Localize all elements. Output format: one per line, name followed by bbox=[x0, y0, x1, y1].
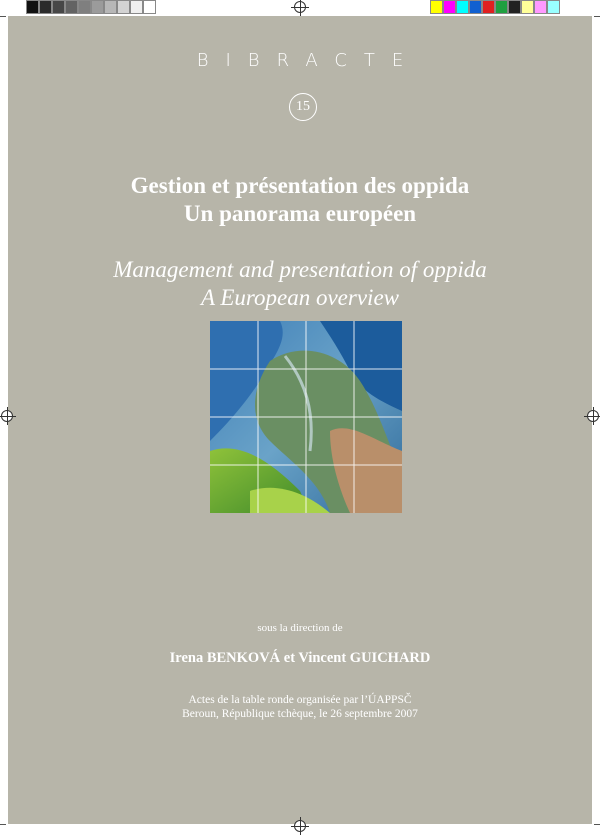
series-title: BIBRACTE bbox=[196, 50, 421, 71]
direction-label: sous la direction de bbox=[257, 622, 343, 634]
volume-number: 15 bbox=[289, 93, 317, 121]
title-english-line2: A European overview bbox=[200, 285, 399, 310]
title-french bbox=[0, 172, 600, 228]
title-french-line2: Un panorama européen bbox=[183, 201, 417, 226]
trim-mark bbox=[0, 824, 6, 825]
proceedings-line1: Actes de la table ronde organisée par l’ÚAPPSČ bbox=[188, 694, 412, 706]
proceedings-line2: Beroun, République tchèque, le 26 septembre 2007 bbox=[182, 708, 418, 720]
title-french-line1: Gestion et présentation des oppida bbox=[130, 173, 470, 198]
title-english-line1: Management and presentation of oppida bbox=[113, 257, 487, 282]
trim-mark bbox=[594, 16, 600, 17]
process-color-bar bbox=[430, 0, 560, 14]
registration-mark-top bbox=[294, 1, 306, 13]
trim-mark bbox=[594, 824, 600, 825]
trim-mark bbox=[0, 16, 6, 17]
grey-color-bar bbox=[26, 0, 156, 14]
aerial-landscape-image bbox=[210, 321, 402, 513]
authors: Irena BENKOVÁ et Vincent GUICHARD bbox=[169, 650, 431, 666]
registration-mark-bottom bbox=[294, 820, 306, 832]
proceedings-note bbox=[0, 693, 600, 721]
registration-mark-left bbox=[1, 410, 13, 422]
registration-mark-right bbox=[587, 410, 599, 422]
title-english bbox=[0, 256, 600, 312]
